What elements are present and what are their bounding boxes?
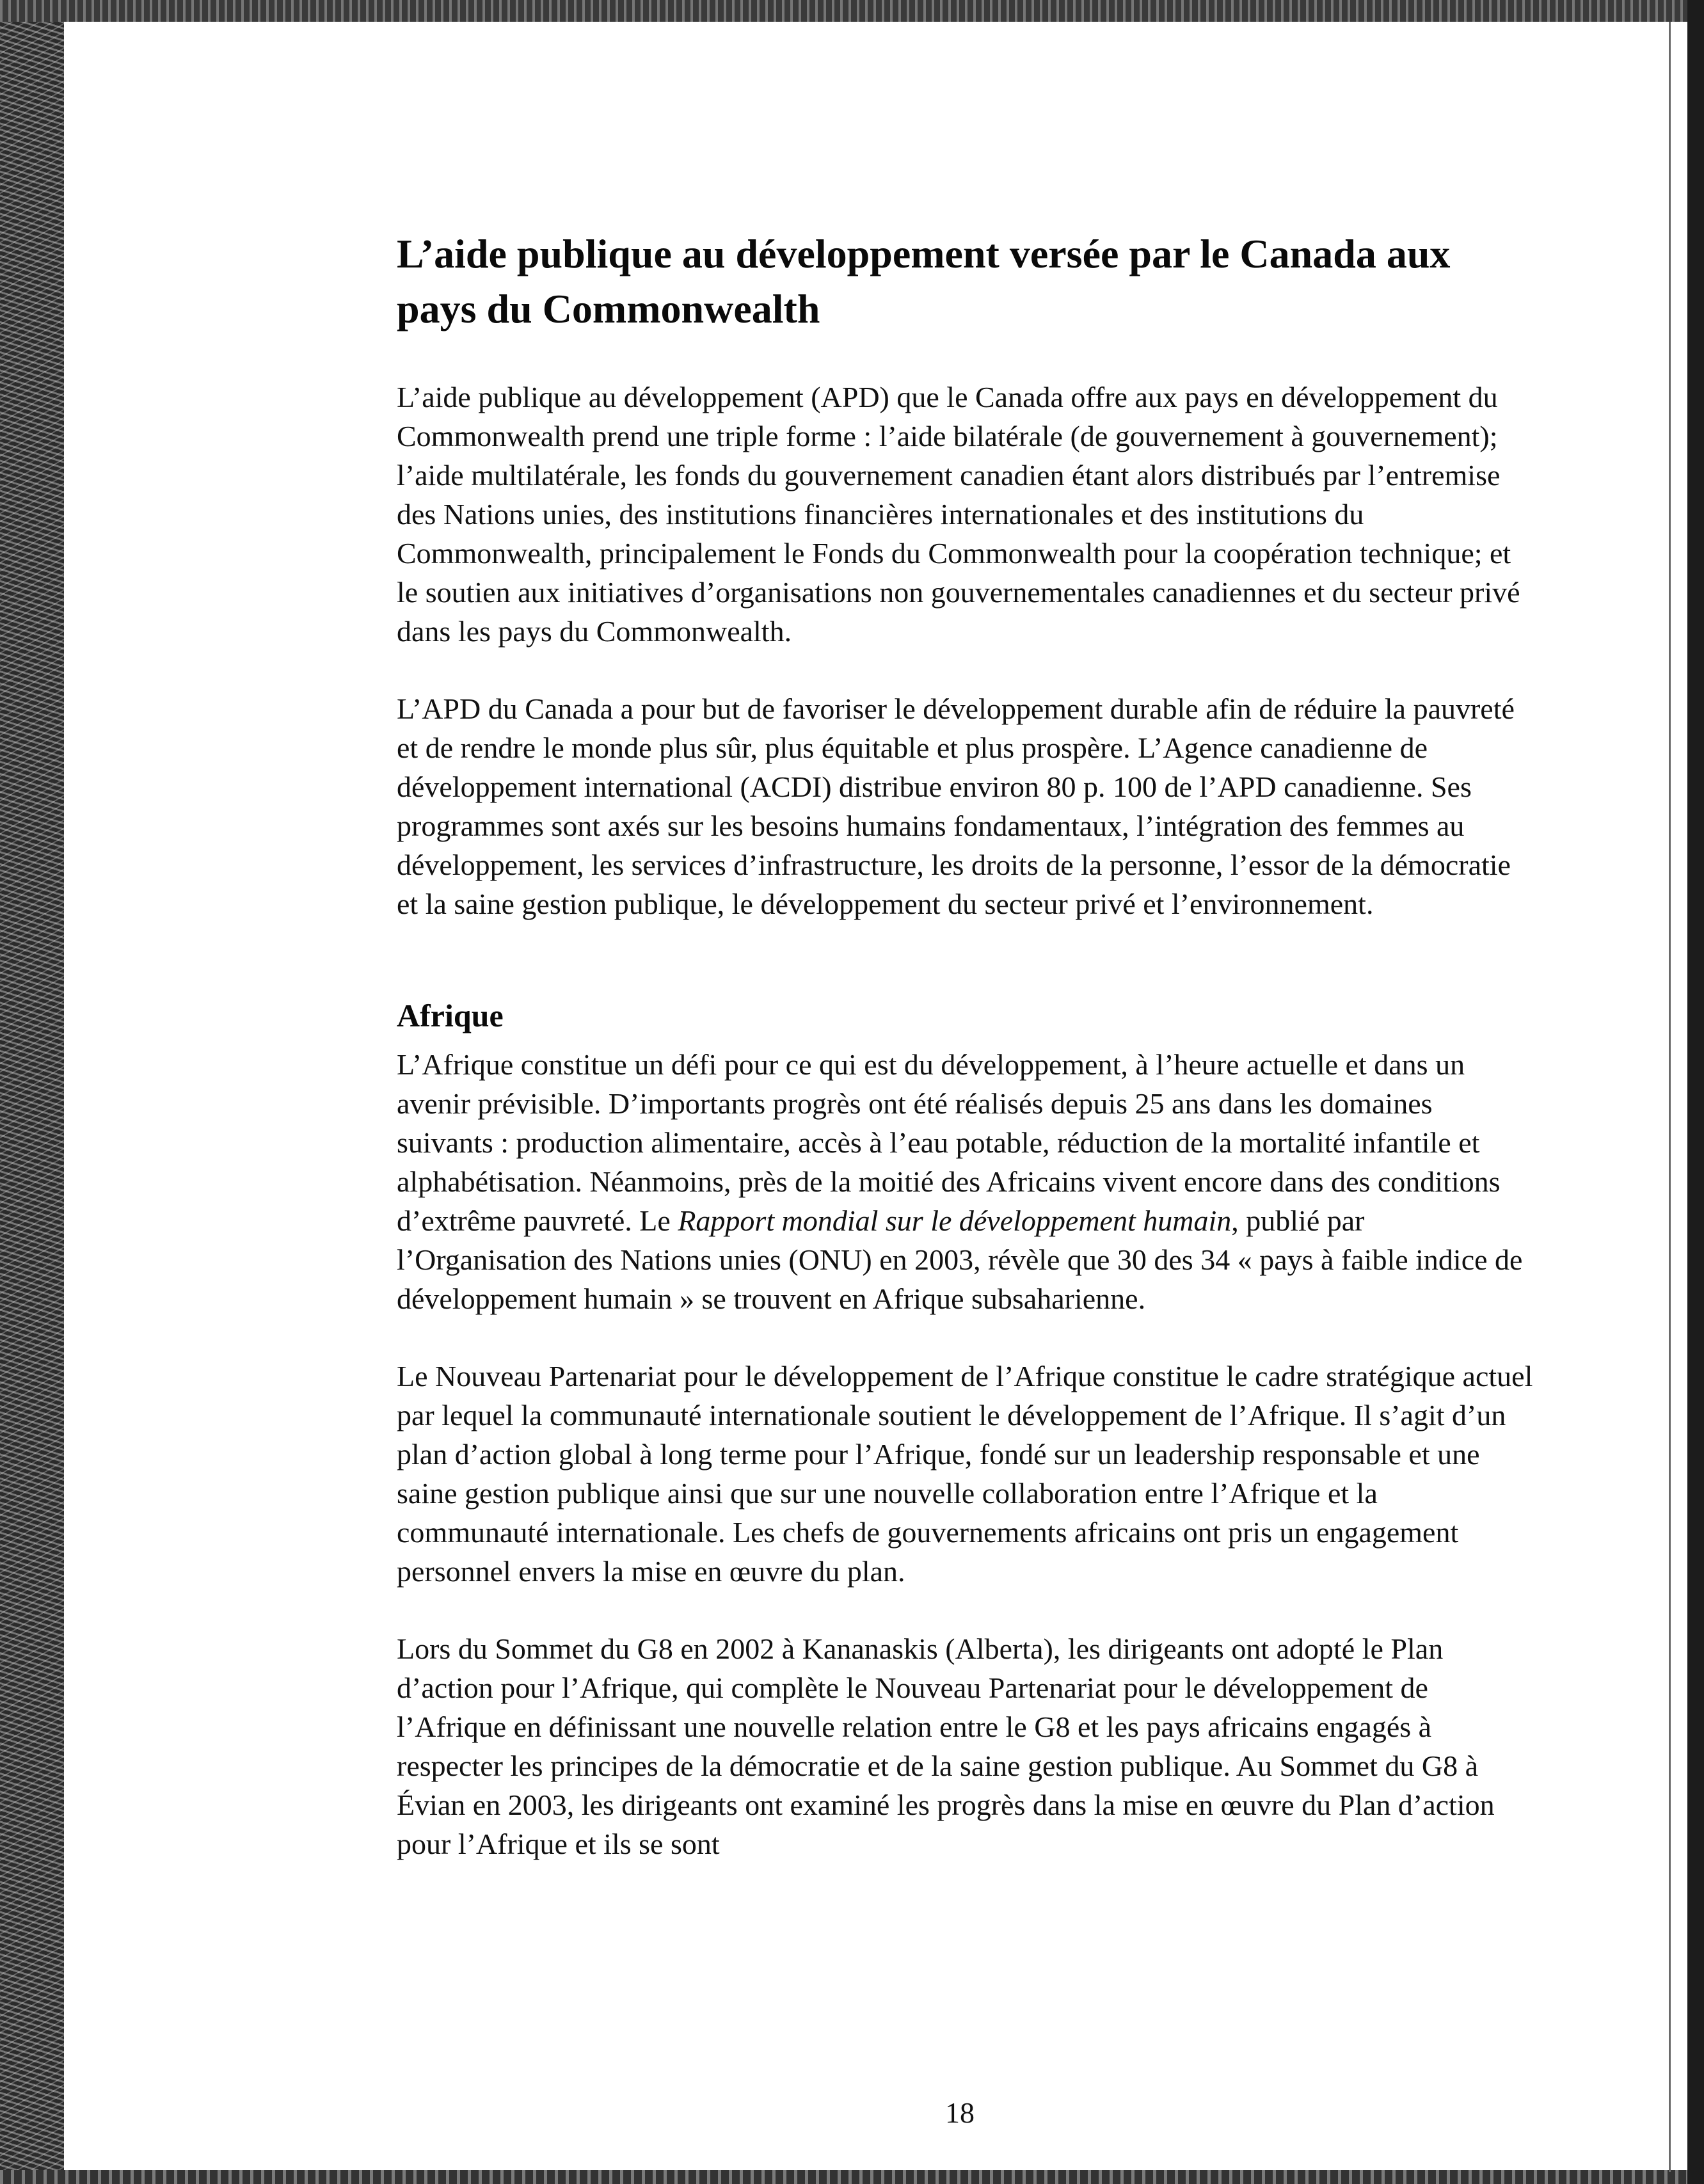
intro-paragraph-2: L’APD du Canada a pour but de favoriser le développement durable afin de réduire la pauvreté et de rendre le monde plus sûr, plus équitable et plus prospère. L’Agence canadienne de développement international (ACDI) distribue environ 80 p. 100 de l’APD canadienne. Ses programmes sont axés sur les besoins humains fondamentaux, l’intégration des femmes au développement, les services d’infrastructure, les droits de la personne, l’essor de la démocratie et la saine gestion publique, le développement du secteur privé et l’environnement. bbox=[397, 692, 1515, 920]
document-page bbox=[64, 22, 1654, 2170]
page-title: L’aide publique au développement versée par le Canada aux pays du Commonwealth bbox=[397, 231, 1451, 331]
page-number: 18 bbox=[945, 2096, 975, 2129]
scan-binding-line bbox=[1669, 22, 1671, 2172]
afrique-paragraph-1-text-a: L’Afrique constitue un défi pour ce qui est du développement, à l’heure actuelle et dans un avenir prévisible. D’importants progrès ont été réalisés depuis 25 ans dans les domaines suivants : production alimentaire, accès à l’eau potable, réduction de la mortalité infantile et alphabétisation. Néanmoins, près de la moitié des Africains vivent encore dans des conditions d’extrême pauvreté. Le bbox=[397, 1048, 1501, 1237]
intro-paragraph-1: L’aide publique au développement (APD) que le Canada offre aux pays en développement du Commonwealth prend une triple forme : l’aide bilatérale (de gouvernement à gouvernement); l’aide multilatérale, les fonds du gouvernement canadien étant alors distribués par l’entremise des Nations unies, des institutions financières internationales et des institutions du Commonwealth, principalement le Fonds du Commonwealth pour la coopération technique; et le soutien aux initiatives d’organisations non gouvernementales canadiennes et du secteur privé dans les pays du Commonwealth. bbox=[397, 381, 1520, 648]
afrique-paragraph-3: Lors du Sommet du G8 en 2002 à Kananaskis (Alberta), les dirigeants ont adopté le Plan d’action pour l’Afrique, qui complète le Nouveau Partenariat pour le développement de l’Afrique en définissant une nouvelle relation entre le G8 et les pays africains engagés à respecter les principes de la démocratie et de la saine gestion publique. Au Sommet du G8 à Évian en 2003, les dirigeants ont examiné les progrès dans la mise en œuvre du Plan d’action pour l’Afrique et ils se sont bbox=[397, 1632, 1495, 1860]
scan-border-right bbox=[1687, 0, 1704, 2184]
scan-border-bottom bbox=[0, 2170, 1704, 2184]
afrique-paragraph-1 bbox=[397, 1045, 1536, 1318]
report-title-italic: Rapport mondial sur le développement humain bbox=[678, 1204, 1232, 1237]
afrique-paragraph-2: Le Nouveau Partenariat pour le développement de l’Afrique constitue le cadre stratégique actuel par lequel la communauté internationale soutient le développement de l’Afrique. Il s’agit d’un plan d’action global à long terme pour l’Afrique, fondé sur un leadership responsable et une saine gestion publique ainsi que sur une nouvelle collaboration entre l’Afrique et la communauté internationale. Les chefs de gouvernements africains ont pris un engagement personnel envers la mise en œuvre du plan. bbox=[397, 1360, 1533, 1588]
scan-border-left bbox=[0, 0, 64, 2184]
section-heading-afrique: Afrique bbox=[397, 998, 504, 1033]
afrique-paragraph-1-text-b: , publié par l’Organisation des Nations unies (ONU) en 2003, révèle que 30 des 34 « pays à faible indice de développement humain » se trouvent en Afrique subsaharienne. bbox=[397, 1204, 1523, 1315]
page-content bbox=[397, 227, 1536, 1902]
scan-border-top bbox=[0, 0, 1704, 22]
